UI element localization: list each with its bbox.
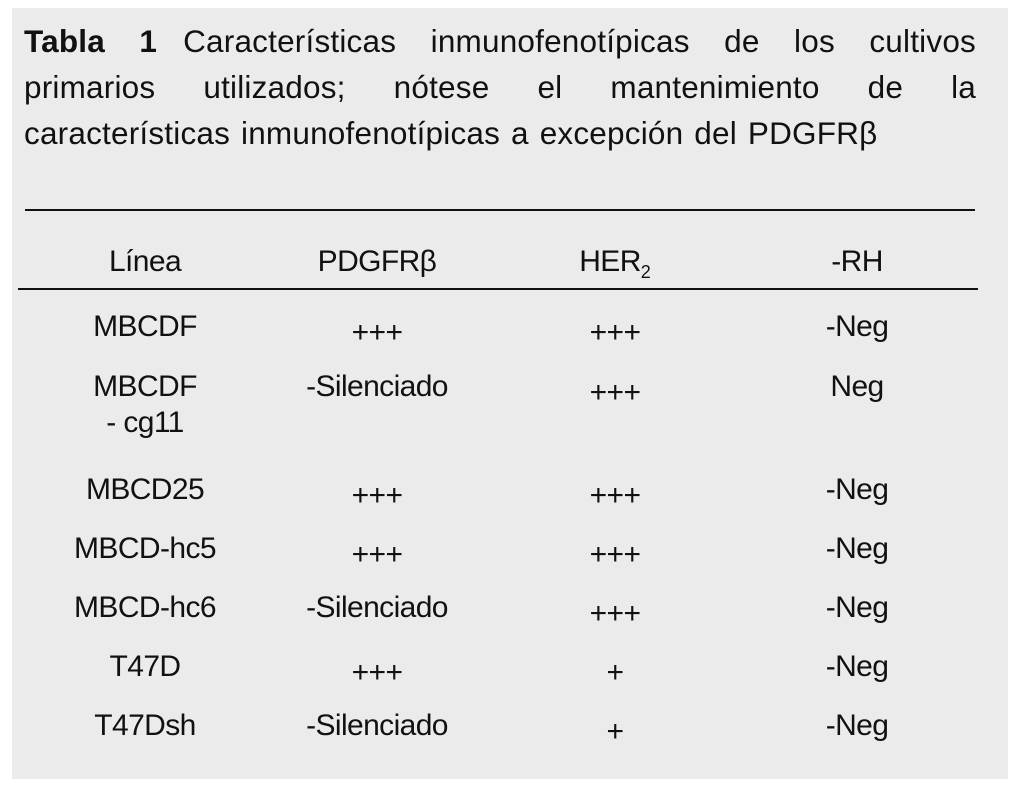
cell-linea (50, 531, 240, 567)
header-rh: -RH (831, 245, 883, 278)
cell-linea-line1: MBCD25 (85, 473, 205, 506)
cell-linea (50, 472, 240, 508)
cell-her2: + (606, 656, 624, 689)
cell-pdgfr: +++ (351, 538, 403, 571)
caption-text-1: Características inmunofenotípicas de los cultivos (183, 23, 976, 59)
cell-linea-line2: - cg11 (106, 406, 184, 439)
table-caption (24, 18, 976, 156)
cell-her2: +++ (589, 597, 641, 630)
cell-linea (50, 649, 240, 685)
cell-pdgfr: +++ (351, 479, 403, 512)
cell-linea-line1: MBCDF (93, 310, 197, 343)
cell-rh: -Neg (825, 591, 889, 624)
cell-rh: -Neg (825, 532, 889, 565)
cell-rh: Neg (830, 370, 884, 403)
caption-line-3: características inmunofenotípicas a excepción del PDGFRβ (24, 115, 878, 151)
header-her-subscript: 2 (640, 262, 651, 282)
cell-linea-line1: T47D (109, 650, 181, 683)
header-her-base: HER (579, 245, 641, 278)
cell-rh: -Neg (825, 709, 889, 742)
table-header-rule (18, 288, 978, 290)
caption-line-1 (24, 18, 976, 64)
caption-line-2: primarios utilizados; nótese el mantenimiento de la (24, 69, 976, 105)
cell-linea (50, 590, 240, 626)
cell-pdgfr: -Silenciado (306, 370, 448, 403)
cell-linea (50, 369, 240, 441)
cell-pdgfr: +++ (351, 656, 403, 689)
cell-her2: +++ (589, 376, 641, 409)
header-linea: Línea (108, 245, 182, 278)
cell-linea (50, 309, 240, 345)
table-top-rule (25, 209, 975, 211)
header-her2 (520, 244, 710, 290)
cell-rh: -Neg (825, 473, 889, 506)
cell-her2: +++ (589, 316, 641, 349)
cell-rh: -Neg (825, 310, 889, 343)
cell-her2: +++ (589, 538, 641, 571)
cell-linea-line1: MBCD-hc6 (74, 591, 216, 624)
cell-her2: +++ (589, 479, 641, 512)
table-label: Tabla 1 (24, 23, 158, 59)
cell-linea-line1: MBCDF (93, 370, 197, 403)
cell-pdgfr: -Silenciado (306, 591, 448, 624)
cell-her2: + (606, 715, 624, 748)
cell-pdgfr: -Silenciado (306, 709, 448, 742)
cell-linea-line1: T47Dsh (94, 709, 196, 742)
cell-pdgfr: +++ (351, 316, 403, 349)
cell-linea-line1: MBCD-hc5 (74, 532, 216, 565)
header-pdgfr: PDGFRβ (317, 245, 437, 278)
cell-rh: -Neg (825, 650, 889, 683)
cell-linea (50, 708, 240, 744)
